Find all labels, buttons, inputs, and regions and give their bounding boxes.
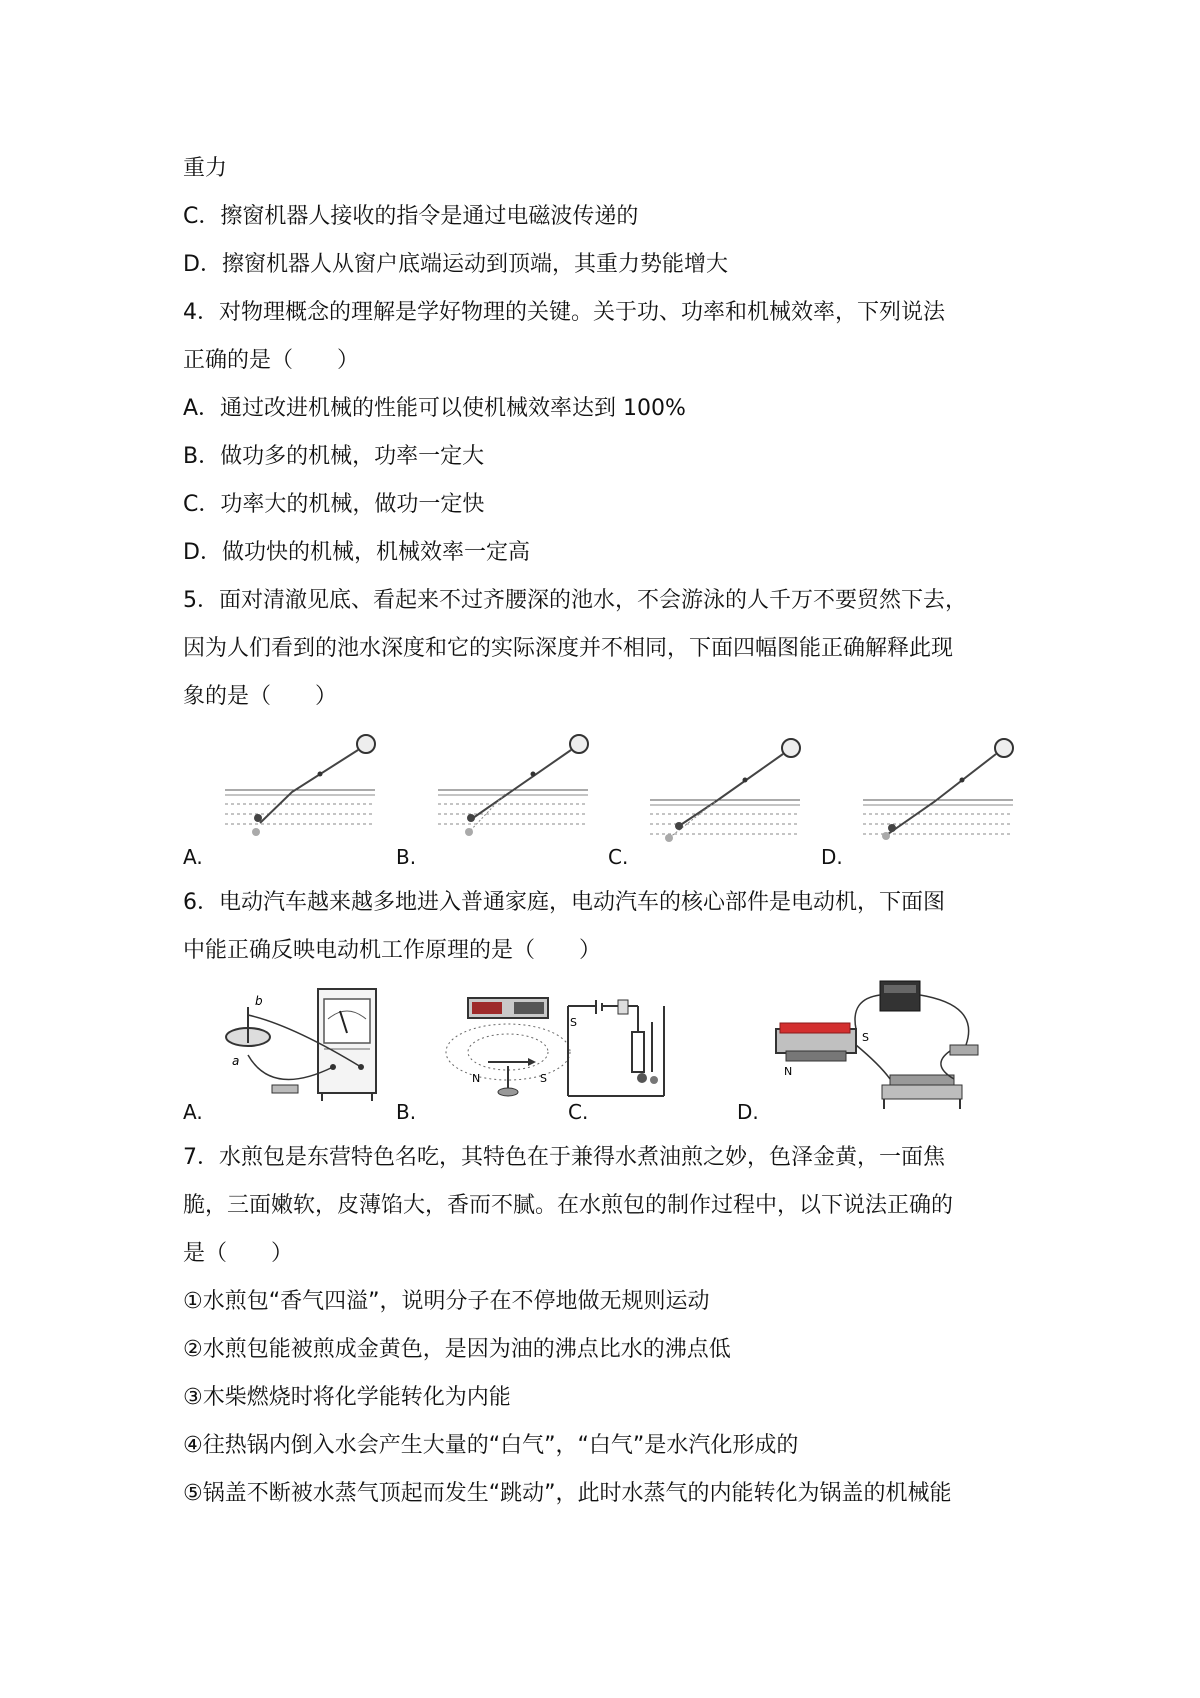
question-7-statement: ①水煎包“香气四溢”，说明分子在不停地做无规则运动: [183, 1289, 710, 1314]
question-5-stem: 象的是（ ）: [183, 684, 338, 709]
q5-figure-d: [858, 728, 1018, 848]
q6-d-label-s: S: [862, 1031, 869, 1044]
q6-option-a-label: A.: [183, 1100, 203, 1124]
question-5-stem: 因为人们看到的池水深度和它的实际深度并不相同，下面四幅图能正确解释此现: [183, 636, 954, 661]
question-4-stem: 4．对物理概念的理解是学好物理的关键。关于功、功率和机械效率，下列说法: [183, 300, 945, 325]
question-7-statement: ②水煎包能被煎成金黄色，是因为油的沸点比水的沸点低: [183, 1337, 731, 1362]
q6-b-label-n: N: [472, 1072, 481, 1085]
question-7-stem: 脆，三面嫩软，皮薄馅大，香而不腻。在水煎包的制作过程中，以下说法正确的: [183, 1193, 954, 1218]
q6-option-b-label: B.: [396, 1100, 417, 1124]
question-4-option: C．功率大的机械，做功一定快: [183, 492, 485, 517]
q5-figure-c: [645, 728, 805, 848]
q6-figure-c: [560, 992, 670, 1100]
question-6-stem: 中能正确反映电动机工作原理的是（ ）: [183, 938, 602, 963]
text-line: D．擦窗机器人从窗户底端运动到顶端，其重力势能增大: [183, 252, 728, 277]
q6-option-d-label: D.: [737, 1100, 759, 1124]
text-line: 重力: [183, 156, 228, 181]
q6-option-c-label: C.: [568, 1100, 589, 1124]
question-4-option: B．做功多的机械，功率一定大: [183, 444, 485, 469]
q5-option-b-label: B.: [396, 845, 417, 869]
question-6-stem: 6．电动汽车越来越多地进入普通家庭，电动汽车的核心部件是电动机，下面图: [183, 890, 945, 915]
question-7-stem: 是（ ）: [183, 1241, 294, 1266]
q5-option-c-label: C.: [608, 845, 629, 869]
q6-d-label-n: N: [784, 1065, 793, 1078]
text-line: C．擦窗机器人接收的指令是通过电磁波传递的: [183, 204, 639, 229]
q6-figure-a: [222, 985, 382, 1105]
q5-option-d-label: D.: [821, 845, 843, 869]
question-5-stem: 5．面对清澈见底、看起来不过齐腰深的池水，不会游泳的人千万不要贸然下去，: [183, 588, 967, 613]
question-4-option: D．做功快的机械，机械效率一定高: [183, 540, 530, 565]
question-4-option: A．通过改进机械的性能可以使机械效率达到 100%: [183, 396, 686, 421]
q6-a-label-a: a: [232, 1054, 240, 1068]
q6-figure-d: [770, 975, 990, 1115]
question-7-stem: 7．水煎包是东营特色名吃，其特色在于兼得水煮油煎之妙，色泽金黄，一面焦: [183, 1145, 945, 1170]
q5-figure-b: [433, 728, 593, 848]
question-4-stem: 正确的是（ ）: [183, 348, 360, 373]
question-7-statement: ③木柴燃烧时将化学能转化为内能: [183, 1385, 511, 1410]
q6-a-label-b: b: [255, 994, 263, 1008]
question-7-statement: ④往热锅内倒入水会产生大量的“白气”，“白气”是水汽化形成的: [183, 1433, 799, 1458]
question-7-statement: ⑤锅盖不断被水蒸气顶起而发生“跳动”，此时水蒸气的内能转化为锅盖的机械能: [183, 1481, 952, 1506]
q5-option-a-label: A.: [183, 845, 203, 869]
q6-b-label-s: S: [540, 1072, 547, 1085]
q5-figure-a: [220, 728, 380, 848]
q6-c-label-s: S: [570, 1016, 577, 1029]
